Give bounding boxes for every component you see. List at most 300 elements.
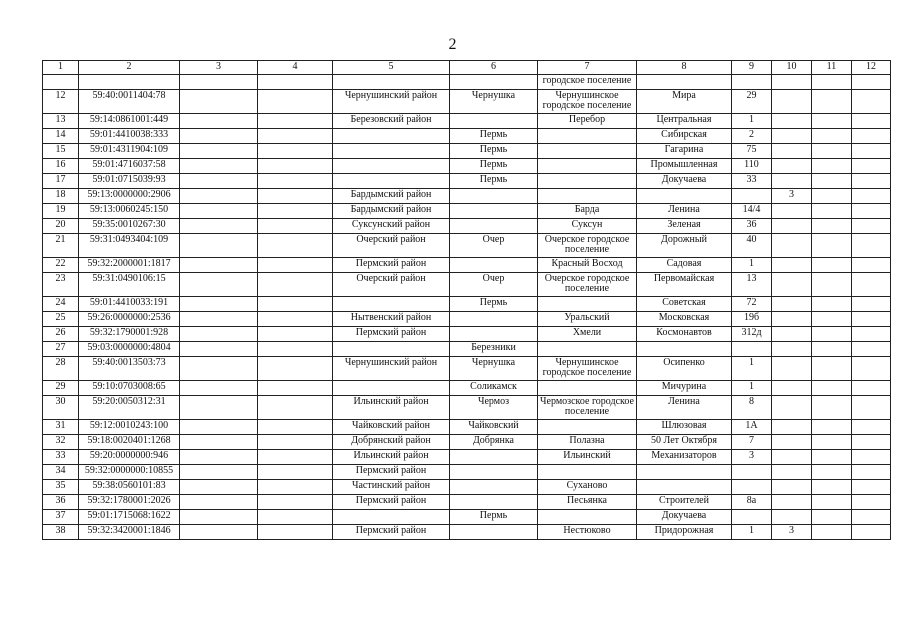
table-cell: Чернушинский район — [333, 357, 450, 381]
table-cell — [812, 75, 852, 90]
table-cell: Чайковский район — [333, 420, 450, 435]
table-cell — [180, 525, 258, 540]
table-cell: 14/4 — [732, 204, 772, 219]
table-cell: Садовая — [637, 258, 732, 273]
table-cell — [732, 510, 772, 525]
table-cell — [180, 480, 258, 495]
table-row — [43, 159, 891, 174]
table-cell — [333, 342, 450, 357]
table-cell — [772, 510, 812, 525]
table-cell: Пермский район — [333, 327, 450, 342]
table-cell: 1 — [732, 381, 772, 396]
table-cell — [637, 75, 732, 90]
table-row — [43, 357, 891, 381]
table-cell — [772, 495, 812, 510]
table-cell: 28 — [43, 357, 79, 381]
table-row — [43, 465, 891, 480]
table-cell — [538, 342, 637, 357]
table-cell: Пермь — [450, 297, 538, 312]
table-cell — [812, 420, 852, 435]
table-cell — [258, 219, 333, 234]
table-cell — [852, 234, 891, 258]
table-cell — [450, 258, 538, 273]
table-cell — [732, 342, 772, 357]
table-cell — [812, 495, 852, 510]
table-cell — [180, 357, 258, 381]
table-cell: 1 — [732, 114, 772, 129]
table-cell: 7 — [732, 435, 772, 450]
table-cell: Добрянский район — [333, 435, 450, 450]
table-cell: 59:32:0000000:10855 — [79, 465, 180, 480]
table-cell — [258, 396, 333, 420]
table-cell: Уральский — [538, 312, 637, 327]
table-cell — [852, 159, 891, 174]
table-cell — [333, 75, 450, 90]
table-cell — [852, 174, 891, 189]
table-row — [43, 396, 891, 420]
table-cell: 59:31:0493404:109 — [79, 234, 180, 258]
table-cell — [450, 450, 538, 465]
table-cell: Суксун — [538, 219, 637, 234]
table-cell — [812, 219, 852, 234]
column-header: 7 — [538, 61, 637, 75]
column-header: 10 — [772, 61, 812, 75]
table-cell — [538, 510, 637, 525]
page-number: 2 — [448, 36, 457, 53]
table-row — [43, 75, 891, 90]
table-cell: Чайковский — [450, 420, 538, 435]
table-cell: 59:10:0703008:65 — [79, 381, 180, 396]
table-cell: Дорожный — [637, 234, 732, 258]
table-cell — [538, 129, 637, 144]
table-cell — [772, 204, 812, 219]
table-cell: Чернушинское городское поселение — [538, 90, 637, 114]
table-cell: Барда — [538, 204, 637, 219]
table-cell — [180, 234, 258, 258]
table-cell — [258, 525, 333, 540]
table-cell — [852, 510, 891, 525]
table-cell — [180, 465, 258, 480]
table-cell — [180, 189, 258, 204]
table-cell — [772, 234, 812, 258]
table-cell: 23 — [43, 273, 79, 297]
table-cell: 59:20:0050312:31 — [79, 396, 180, 420]
table-row — [43, 90, 891, 114]
table-cell: 29 — [732, 90, 772, 114]
table-cell — [538, 381, 637, 396]
table-cell — [258, 327, 333, 342]
table-cell: Мира — [637, 90, 732, 114]
table-cell — [852, 75, 891, 90]
table-cell — [852, 450, 891, 465]
table-cell — [258, 174, 333, 189]
table-cell — [812, 510, 852, 525]
table-cell — [258, 342, 333, 357]
table-cell — [852, 480, 891, 495]
table-cell — [450, 480, 538, 495]
table-cell — [180, 219, 258, 234]
table-cell — [333, 510, 450, 525]
table-cell: Красный Восход — [538, 258, 637, 273]
table-cell: Пермь — [450, 174, 538, 189]
table-cell: Чернушка — [450, 90, 538, 114]
table-cell: 38 — [43, 525, 79, 540]
table-cell — [812, 189, 852, 204]
table-cell: 59:01:1715068:1622 — [79, 510, 180, 525]
table-body — [43, 75, 891, 540]
table-cell: 3 — [732, 450, 772, 465]
table-cell — [43, 75, 79, 90]
table-cell: 1 — [732, 525, 772, 540]
table-cell: Пермь — [450, 144, 538, 159]
table-cell — [852, 90, 891, 114]
table-row — [43, 480, 891, 495]
table-cell: 59:31:0490106:15 — [79, 273, 180, 297]
table-cell — [772, 465, 812, 480]
table-cell: 27 — [43, 342, 79, 357]
column-header: 3 — [180, 61, 258, 75]
table-cell: Придорожная — [637, 525, 732, 540]
table-cell — [812, 327, 852, 342]
table-cell — [812, 174, 852, 189]
table-row — [43, 297, 891, 312]
table-cell — [258, 297, 333, 312]
table-cell: 32 — [43, 435, 79, 450]
table-cell: Пермский район — [333, 495, 450, 510]
table-cell — [258, 381, 333, 396]
table-cell — [637, 342, 732, 357]
table-row — [43, 435, 891, 450]
table-cell: Докучаева — [637, 174, 732, 189]
table-cell — [812, 381, 852, 396]
table-cell — [772, 159, 812, 174]
table-cell — [852, 327, 891, 342]
table-cell — [180, 114, 258, 129]
table-cell: 59:14:0861001:449 — [79, 114, 180, 129]
table-cell: Соликамск — [450, 381, 538, 396]
table-row — [43, 525, 891, 540]
table-cell — [258, 234, 333, 258]
table-cell: 21 — [43, 234, 79, 258]
table-cell: Очер — [450, 273, 538, 297]
table-cell — [258, 480, 333, 495]
table-cell — [637, 189, 732, 204]
table-cell — [180, 144, 258, 159]
table-cell: 29 — [43, 381, 79, 396]
table-cell — [450, 327, 538, 342]
table-cell — [258, 159, 333, 174]
table-row — [43, 312, 891, 327]
table-cell — [812, 297, 852, 312]
table-cell: Чернушка — [450, 357, 538, 381]
table-cell — [180, 258, 258, 273]
table-cell — [258, 204, 333, 219]
table-cell — [333, 297, 450, 312]
table-cell: Промышленная — [637, 159, 732, 174]
column-header: 9 — [732, 61, 772, 75]
table-cell: Хмели — [538, 327, 637, 342]
table-cell — [538, 297, 637, 312]
table-cell: 59:32:1780001:2026 — [79, 495, 180, 510]
table-cell — [772, 258, 812, 273]
table-cell — [772, 273, 812, 297]
table-cell — [450, 495, 538, 510]
table-cell: 312д — [732, 327, 772, 342]
table-cell: Частинский район — [333, 480, 450, 495]
table-cell — [732, 480, 772, 495]
table-cell — [852, 525, 891, 540]
table-cell: Очерское городское поселение — [538, 273, 637, 297]
table-row — [43, 189, 891, 204]
table-cell: 26 — [43, 327, 79, 342]
table-cell: 110 — [732, 159, 772, 174]
table-cell — [852, 129, 891, 144]
table-cell — [812, 525, 852, 540]
table-cell — [772, 420, 812, 435]
table-cell — [772, 327, 812, 342]
table-cell — [852, 258, 891, 273]
table-cell: 13 — [43, 114, 79, 129]
table-cell: 1А — [732, 420, 772, 435]
table-cell: 1 — [732, 258, 772, 273]
table-cell — [258, 510, 333, 525]
table-cell: 2 — [732, 129, 772, 144]
column-header: 4 — [258, 61, 333, 75]
table-cell — [812, 90, 852, 114]
table-cell — [450, 525, 538, 540]
table-cell: 59:40:0011404:78 — [79, 90, 180, 114]
table-cell — [812, 312, 852, 327]
table-cell: Строителей — [637, 495, 732, 510]
table-cell — [812, 480, 852, 495]
table-cell — [333, 159, 450, 174]
table-cell: 59:01:4410038:333 — [79, 129, 180, 144]
table-cell: 3 — [772, 525, 812, 540]
table-cell: Ленина — [637, 204, 732, 219]
table-cell — [852, 495, 891, 510]
table-cell: 12 — [43, 90, 79, 114]
table-cell: 72 — [732, 297, 772, 312]
table-cell — [180, 327, 258, 342]
table-row — [43, 273, 891, 297]
table-cell: 59:32:1790001:928 — [79, 327, 180, 342]
table-cell — [258, 465, 333, 480]
table-cell: 59:01:0715039:93 — [79, 174, 180, 189]
table-cell — [180, 297, 258, 312]
table-cell — [852, 435, 891, 450]
table-cell: 33 — [732, 174, 772, 189]
table-cell: 59:03:0000000:4804 — [79, 342, 180, 357]
table-cell — [180, 510, 258, 525]
table-cell — [258, 435, 333, 450]
table-cell: 40 — [732, 234, 772, 258]
table-cell — [772, 480, 812, 495]
table-cell: городское поселение — [538, 75, 637, 90]
table-cell — [180, 396, 258, 420]
table-cell — [258, 273, 333, 297]
table-row — [43, 234, 891, 258]
table-cell: Первомайская — [637, 273, 732, 297]
table-cell — [258, 312, 333, 327]
table-cell: Осипенко — [637, 357, 732, 381]
table-cell: 59:40:0013503:73 — [79, 357, 180, 381]
table-cell — [852, 357, 891, 381]
table-row — [43, 204, 891, 219]
table-cell — [450, 219, 538, 234]
table-cell — [812, 357, 852, 381]
table-cell: Ильинский район — [333, 450, 450, 465]
table-cell: Ильинский — [538, 450, 637, 465]
table-cell — [180, 495, 258, 510]
table-cell — [732, 189, 772, 204]
table-cell: 35 — [43, 480, 79, 495]
table-cell — [450, 465, 538, 480]
table-cell — [180, 420, 258, 435]
table-cell: 59:13:0060245:150 — [79, 204, 180, 219]
table-cell — [772, 396, 812, 420]
table-cell — [333, 129, 450, 144]
table-cell — [258, 90, 333, 114]
table-cell — [258, 75, 333, 90]
table-cell: 59:18:0020401:1268 — [79, 435, 180, 450]
table-cell — [772, 435, 812, 450]
table-cell — [772, 342, 812, 357]
table-cell — [180, 159, 258, 174]
table-cell — [852, 342, 891, 357]
table-cell — [772, 75, 812, 90]
table-cell — [852, 189, 891, 204]
table-cell — [852, 381, 891, 396]
registry-table — [42, 60, 891, 540]
table-cell — [852, 204, 891, 219]
table-cell: 24 — [43, 297, 79, 312]
table-cell: Бардымский район — [333, 204, 450, 219]
table-cell — [538, 189, 637, 204]
table-cell — [258, 357, 333, 381]
table-cell — [852, 219, 891, 234]
table-row — [43, 258, 891, 273]
table-cell — [180, 90, 258, 114]
table-row — [43, 342, 891, 357]
table-cell — [258, 420, 333, 435]
table-cell — [180, 435, 258, 450]
table-cell: Березовский район — [333, 114, 450, 129]
column-header: 11 — [812, 61, 852, 75]
table-cell — [732, 465, 772, 480]
table-cell — [812, 273, 852, 297]
table-cell: 59:20:0000000:946 — [79, 450, 180, 465]
table-cell — [772, 90, 812, 114]
table-cell — [852, 144, 891, 159]
table-cell: 59:12:0010243:100 — [79, 420, 180, 435]
table-cell: Центральная — [637, 114, 732, 129]
table-cell: Очер — [450, 234, 538, 258]
table-cell — [812, 234, 852, 258]
table-cell: Нестюково — [538, 525, 637, 540]
table-cell: 17 — [43, 174, 79, 189]
table-cell — [812, 204, 852, 219]
table-cell: 8 — [732, 396, 772, 420]
table-cell: Полазна — [538, 435, 637, 450]
table-cell — [772, 357, 812, 381]
table-cell — [180, 174, 258, 189]
table-cell — [812, 129, 852, 144]
table-cell: 22 — [43, 258, 79, 273]
column-header: 12 — [852, 61, 891, 75]
table-cell — [852, 396, 891, 420]
table-cell: 59:26:0000000:2536 — [79, 312, 180, 327]
table-cell: Пермский район — [333, 465, 450, 480]
table-cell — [180, 75, 258, 90]
table-cell — [538, 174, 637, 189]
table-cell: Гагарина — [637, 144, 732, 159]
table-cell: 31 — [43, 420, 79, 435]
table-cell: 19 — [43, 204, 79, 219]
table-cell: Добрянка — [450, 435, 538, 450]
table-cell — [812, 342, 852, 357]
table-cell — [812, 465, 852, 480]
table-cell — [450, 114, 538, 129]
table-cell: 59:01:4311904:109 — [79, 144, 180, 159]
table-row — [43, 114, 891, 129]
column-header: 8 — [637, 61, 732, 75]
table-cell: 14 — [43, 129, 79, 144]
table-cell — [812, 450, 852, 465]
table-cell: 33 — [43, 450, 79, 465]
table-cell — [637, 465, 732, 480]
table-cell — [79, 75, 180, 90]
table-cell — [772, 114, 812, 129]
table-cell: Очерский район — [333, 273, 450, 297]
table-cell — [180, 204, 258, 219]
table-cell — [772, 129, 812, 144]
column-header: 6 — [450, 61, 538, 75]
table-cell: Суксунский район — [333, 219, 450, 234]
table-cell — [333, 381, 450, 396]
table-cell: Космонавтов — [637, 327, 732, 342]
table-cell: Пермский район — [333, 525, 450, 540]
table-cell: 3 — [772, 189, 812, 204]
column-header: 5 — [333, 61, 450, 75]
table-row — [43, 420, 891, 435]
table-cell: 20 — [43, 219, 79, 234]
table-cell — [538, 465, 637, 480]
table-cell: Ильинский район — [333, 396, 450, 420]
table-cell — [180, 450, 258, 465]
table-cell: Суханово — [538, 480, 637, 495]
column-header: 1 — [43, 61, 79, 75]
table-cell — [637, 480, 732, 495]
table-row — [43, 495, 891, 510]
table-row — [43, 174, 891, 189]
table-cell: Перебор — [538, 114, 637, 129]
table-cell: Бардымский район — [333, 189, 450, 204]
table-cell: 59:32:3420001:1846 — [79, 525, 180, 540]
table-cell — [258, 495, 333, 510]
table-cell: 25 — [43, 312, 79, 327]
table-cell: 59:38:0560101:83 — [79, 480, 180, 495]
table-cell: Березники — [450, 342, 538, 357]
table-cell: Мичурина — [637, 381, 732, 396]
table-cell: 18 — [43, 189, 79, 204]
table-cell — [180, 129, 258, 144]
table-cell: 8а — [732, 495, 772, 510]
table-cell — [333, 144, 450, 159]
table-cell — [180, 312, 258, 327]
table-cell: Шлюзовая — [637, 420, 732, 435]
table-cell — [333, 174, 450, 189]
table-cell: 36 — [43, 495, 79, 510]
